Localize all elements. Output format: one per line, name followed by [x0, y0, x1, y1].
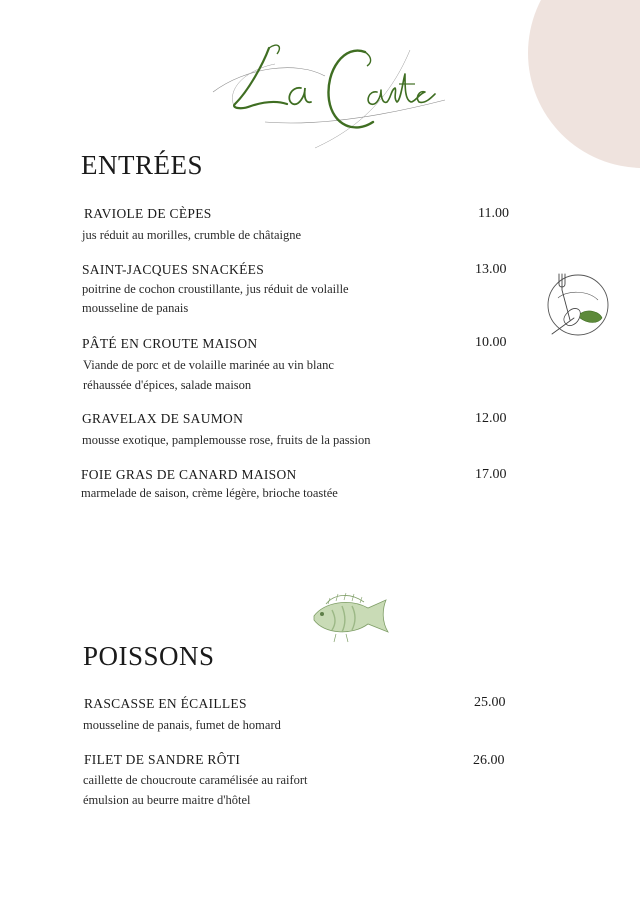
fish-icon — [306, 590, 396, 646]
item-description: émulsion au beurre maitre d'hôtel — [83, 793, 251, 807]
item-name: RAVIOLE DE CÈPES — [84, 206, 212, 221]
item-name: PÂTÉ EN CROUTE MAISON — [82, 336, 258, 351]
item-description: réhaussée d'épices, salade maison — [83, 378, 252, 392]
item-price: 11.00 — [478, 206, 509, 221]
item-price: 10.00 — [475, 335, 507, 350]
item-name: FILET DE SANDRE RÔTI — [84, 752, 241, 767]
item-description: marmelade de saison, crème légère, brioche toastée — [81, 486, 338, 500]
item-description: jus réduit au morilles, crumble de châtaigne — [82, 228, 302, 242]
section-title-poissons: POISSONS — [83, 641, 215, 671]
item-name: RASCASSE EN ÉCAILLES — [84, 696, 247, 711]
plate-cutlery-icon — [540, 268, 618, 340]
item-description: poitrine de cochon croustillante, jus réduit de volaille — [82, 282, 349, 296]
menu-logo — [205, 30, 455, 155]
item-description: caillette de choucroute caramélisée au raifort — [83, 773, 308, 787]
la-carte-script-icon — [205, 30, 455, 155]
item-price: 17.00 — [475, 467, 507, 482]
item-price: 25.00 — [474, 695, 506, 710]
item-price: 13.00 — [475, 262, 507, 277]
item-description: mousseline de panais, fumet de homard — [83, 718, 281, 732]
corner-decoration — [528, 0, 640, 168]
item-description: mousseline de panais — [82, 301, 189, 315]
section-title-entrees: ENTRÉES — [81, 150, 203, 180]
item-name: GRAVELAX DE SAUMON — [82, 411, 244, 426]
item-description: Viande de porc et de volaille marinée au vin blanc — [83, 358, 334, 372]
item-description: mousse exotique, pamplemousse rose, fruits de la passion — [82, 433, 371, 447]
item-name: SAINT-JACQUES SNACKÉES — [82, 262, 265, 277]
item-price: 12.00 — [475, 411, 507, 426]
item-price: 26.00 — [473, 753, 505, 768]
item-name: FOIE GRAS DE CANARD MAISON — [81, 467, 297, 482]
